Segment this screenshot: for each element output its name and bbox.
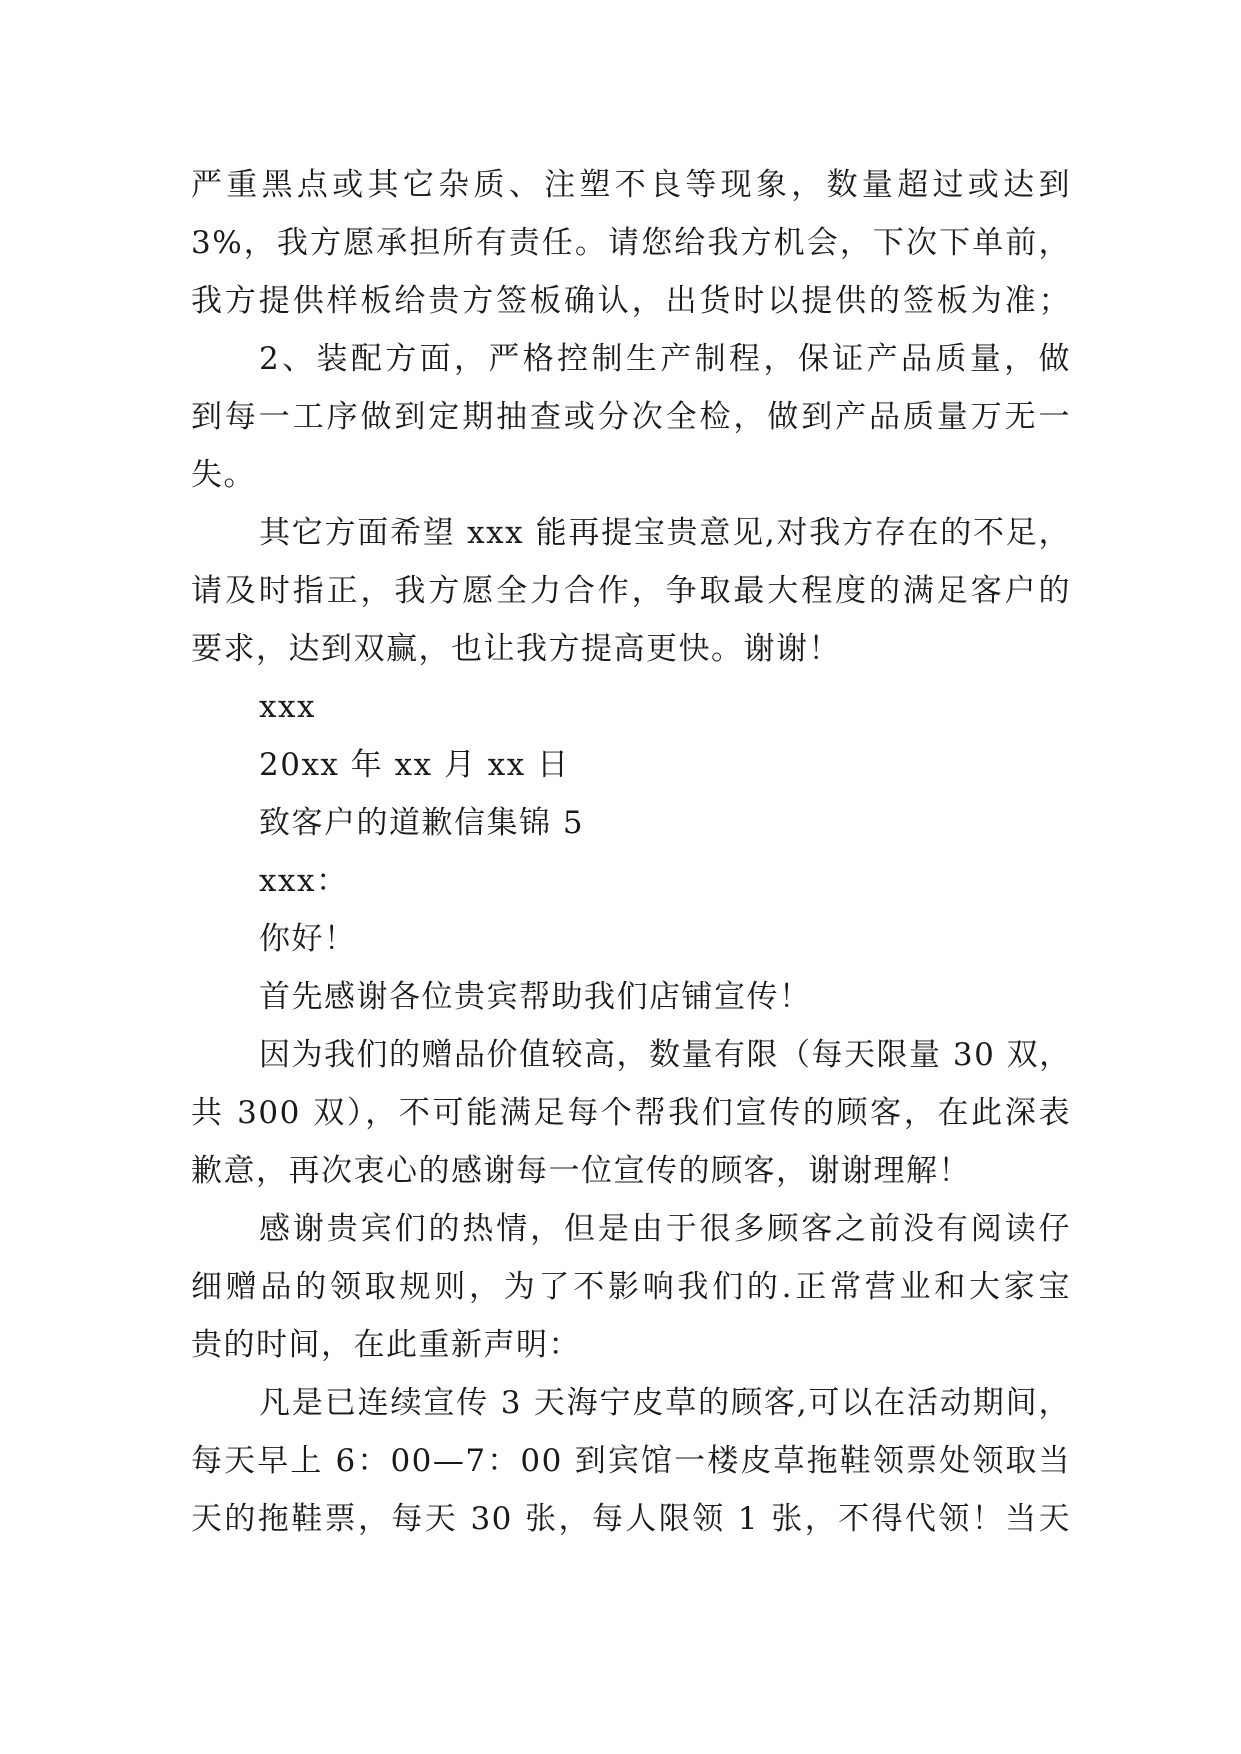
text-line: 请及时指正，我方愿全力合作，争取最大程度的满足客户的 [191, 573, 1071, 609]
text-line: 天的拖鞋票，每天 30 张，每人限领 1 张，不得代领！当天 [191, 1501, 1071, 1537]
text-line: 贵的时间，在此重新声明： [191, 1327, 581, 1363]
text-line: 感谢贵宾们的热情，但是由于很多顾客之前没有阅读仔 [259, 1211, 1071, 1247]
signature: xxx [259, 689, 316, 725]
text-line: 严重黑点或其它杂质、注塑不良等现象，数量超过或达到 [191, 167, 1071, 203]
text-line: 因为我们的赠品价值较高，数量有限（每天限量 30 双， [259, 1037, 1072, 1073]
paragraph-quality-commitment [191, 156, 1071, 330]
text-line: 3%，我方愿承担所有责任。请您给我方机会，下次下单前， [191, 225, 1071, 261]
paragraph-other-feedback [191, 504, 1071, 678]
text-line: 每天早上 6：00—7：00 到宾馆一楼皮草拖鞋领票处领取当 [191, 1443, 1071, 1479]
text-line: 失。 [191, 457, 256, 493]
salutation: xxx： [259, 863, 349, 899]
text-line: 我方提供样板给贵方签板确认，出货时以提供的签板为准； [191, 283, 1071, 319]
paragraph-gift-limit [191, 1026, 1071, 1200]
text-line: 凡是已连续宣传 3 天海宁皮草的顾客,可以在活动期间， [259, 1385, 1071, 1421]
greeting: 你好！ [259, 921, 357, 957]
paragraph-assembly [191, 330, 1071, 504]
text-line: 其它方面希望 xxx 能再提宝贵意见,对我方存在的不足， [259, 515, 1071, 551]
text-line: 到每一工序做到定期抽查或分次全检，做到产品质量万无一 [191, 399, 1071, 435]
paragraph-claim-details [191, 1374, 1071, 1548]
letter-date: 20xx 年 xx 月 xx 日 [259, 747, 570, 783]
text-line: 细赠品的领取规则，为了不影响我们的.正常营业和大家宝 [191, 1269, 1071, 1305]
section-title: 致客户的道歉信集锦 5 [259, 805, 585, 841]
text-line: 要求，达到双赢，也让我方提高更快。谢谢！ [191, 631, 841, 667]
thanks-line: 首先感谢各位贵宾帮助我们店铺宣传！ [259, 979, 812, 1015]
paragraph-rules-notice [191, 1200, 1071, 1374]
text-line: 2、装配方面，严格控制生产制程，保证产品质量，做 [259, 341, 1071, 377]
text-line: 歉意，再次衷心的感谢每一位宣传的顾客，谢谢理解！ [191, 1153, 971, 1189]
text-line: 共 300 双），不可能满足每个帮我们宣传的顾客，在此深表 [191, 1095, 1071, 1131]
document-body [191, 156, 1071, 1548]
